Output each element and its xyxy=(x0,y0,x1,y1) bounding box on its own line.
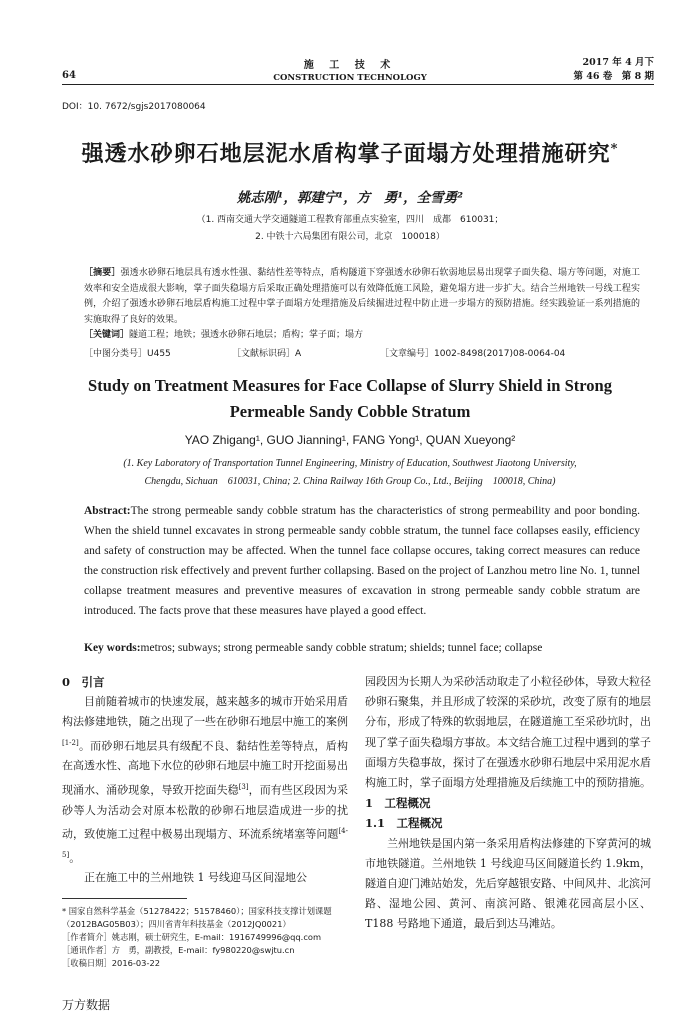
abstract-en-text: The strong permeable sandy cobble stratum has the characteristics of strong permeability and poor bonding. When the shield tunnel excavates in strong permeable sandy cobble stratum, the tunnel face collapses easily, efficiency and safety of construction may be affected. When the tunnel face collapse occures, taking correct measures can reduce the construction risk effectively and prevent further collapsing. Based on the project of Lanzhou metro line No. 1, tunnel collapse treatment measures and preventive measures of excavation in strong permeable sandy cobble stratum are introduced. The facts prove that these measures have played a good effect. xyxy=(84,505,640,617)
abstract-en-label: Abstract: xyxy=(84,505,131,517)
keywords-cn xyxy=(84,328,640,344)
subsection-heading-overview: 1.1 工程概况 xyxy=(365,816,443,831)
issue-info xyxy=(573,56,654,84)
watermark: 万方数据 xyxy=(62,998,111,1012)
body-paragraph: 园段因为长期人为采砂活动取走了小粒径砂体，导致大粒径砂卵石聚集，并且形成了较深的采砂坑，改变了原有的地层分布，形成了特殊的软弱地层，在隧道施工至采砂坑时，出现了掌子面失稳塌方事故。本文结合施工过程中遇到的掌子面塌方失稳事故，探讨了在强透水砂卵石地层中采用泥水盾构施工时，掌子面塌方处理措施及后续施工中的预防措施。 xyxy=(365,675,651,790)
abstract-en xyxy=(84,501,640,621)
body-paragraph: 兰州地铁是国内第一条采用盾构法修建的下穿黄河的城市地铁隧道。兰州地铁 1 号线迎马区间隧道长约 1.9km，隧道自迎门滩站始发，先后穿越银安路、中间风井、北滨河路、湿地公园、黄河、南滨河路、银滩花园高层小区、T188 号路地下通道，最后到达马滩站。 xyxy=(365,836,651,931)
affiliations-en xyxy=(100,455,600,491)
keywords-en xyxy=(84,639,640,657)
keywords-en-label: Key words: xyxy=(84,642,141,654)
footnote-corresponding: ［通讯作者］方 勇，副教授，E-mail：fy980220@swjtu.cn xyxy=(62,945,295,955)
journal-name-cn: 施 工 技 术 xyxy=(303,60,397,71)
title-footnote-mark: * xyxy=(610,141,619,157)
title-en: Study on Treatment Measures for Face Collapse of Slurry Shield in Strong Permeable Sandy Cobble Stratum xyxy=(88,376,612,421)
doi: DOI：10. 7672/sgjs2017080064 xyxy=(62,102,206,112)
footnote-received: ［收稿日期］2016-03-22 xyxy=(62,958,160,968)
keywords-en-text: metros; subways; strong permeable sandy cobble stratum; shields; tunnel face; collapse xyxy=(140,642,543,654)
abstract-cn xyxy=(84,266,640,328)
authors-en: YAO Zhigang¹, GUO Jianning¹, FANG Yong¹, QUAN Xueyong² xyxy=(184,433,516,447)
keywords-cn-label: ［关键词］ xyxy=(84,330,130,340)
journal-name-en: CONSTRUCTION TECHNOLOGY xyxy=(273,73,427,83)
section-heading-overview: 1 工程概况 xyxy=(365,796,431,811)
clc-number: ［中图分类号］U455 xyxy=(84,349,171,359)
citation-ref: [4-5] xyxy=(62,826,348,859)
affiliation-en-line: Chengdu, Sichuan 610031, China; 2. China Railway 16th Group Co., Ltd., Beijing 100018, China) xyxy=(144,476,556,487)
document-code: ［文献标识码］A xyxy=(232,349,302,359)
footnotes xyxy=(62,905,348,970)
authors-cn: 姚志刚¹，郭建宁¹，方 勇¹，全雪勇² xyxy=(236,190,464,206)
footnote-author: ［作者简介］姚志刚，硕士研究生，E-mail：1916749996@qq.com xyxy=(62,932,322,942)
body-paragraph xyxy=(62,692,348,868)
article-number: ［文章编号］1002-8498(2017)08-0064-04 xyxy=(380,349,566,359)
affiliations-cn xyxy=(60,212,640,246)
body-text: 。而砂卵石地层具有级配不良、黏结性差等特点，盾构在高透水性、高地下水位的砂卵石地层中施工时开挖面易出现涌水、涌砂现象，导致开挖面失稳 xyxy=(62,739,348,797)
issue-date: 2017 年 4 月下 xyxy=(582,57,654,68)
header-divider xyxy=(62,84,654,85)
footnote-funding: * 国家自然科学基金（51278422；51578460）；国家科技支撑计划课题（2012BAG05B03）；四川省青年科技基金（2012JQ0021） xyxy=(62,906,332,929)
affiliation-en-line: (1. Key Laboratory of Transportation Tunnel Engineering, Ministry of Education, Southwest Jiaotong University, xyxy=(123,458,577,469)
body-text: ，而有些区段因为采砂等人为活动会对原本松散的砂卵石地层造成进一步的扰动，致使施工过程中极易出现塌方、环流系统堵塞等问题 xyxy=(62,783,349,841)
citation-ref: [3] xyxy=(238,782,249,791)
issue-volume: 第 46 卷 第 8 期 xyxy=(573,71,654,82)
keywords-cn-text: 隧道工程；地铁；强透水砂卵石地层；盾构；掌子面；塌方 xyxy=(129,330,364,340)
body-column-right xyxy=(365,672,651,935)
body-paragraph: 正在施工中的兰州地铁 1 号线迎马区间湿地公 xyxy=(84,871,307,885)
citation-ref: [1-2] xyxy=(62,738,79,747)
abstract-cn-label: ［摘要］ xyxy=(84,268,121,278)
journal-name xyxy=(250,56,450,83)
footnote-divider xyxy=(62,898,187,899)
page-number: 64 xyxy=(62,70,76,81)
title-cn-text: 强透水砂卵石地层泥水盾构掌子面塌方处理措施研究 xyxy=(81,141,611,167)
abstract-cn-text: 强透水砂卵石地层具有透水性强、黏结性差等特点，盾构隧道下穿强透水砂卵石软弱地层易出现掌子面失稳、塌方等问题，对施工效率和安全造成很大影响，掌子面失稳塌方后采取正确处理措施可以有效降低施工风险，避免塌方进一步扩大。结合兰州地铁一号线工程实例，介绍了强透水砂卵石地层盾构施工过程中掌子面塌方处理措施及后续掘进过程中防止进一步塌方的预防措施。经实践验证一系列措施的实施取得了良好的效果。 xyxy=(84,268,640,325)
title-cn xyxy=(40,137,660,168)
body-column-left xyxy=(62,672,348,889)
affiliation-cn-line: 2. 中铁十六局集团有限公司，北京 100018） xyxy=(255,232,445,242)
body-text: 。 xyxy=(69,851,81,865)
body-text: 目前随着城市的快速发展，越来越多的城市开始采用盾构法修建地铁，随之出现了一些在砂卵石地层中施工的案例 xyxy=(62,695,348,729)
section-heading-intro: 0 引言 xyxy=(62,675,105,689)
affiliation-cn-line: （1. 西南交通大学交通隧道工程教育部重点实验室，四川 成都 610031； xyxy=(196,215,504,225)
